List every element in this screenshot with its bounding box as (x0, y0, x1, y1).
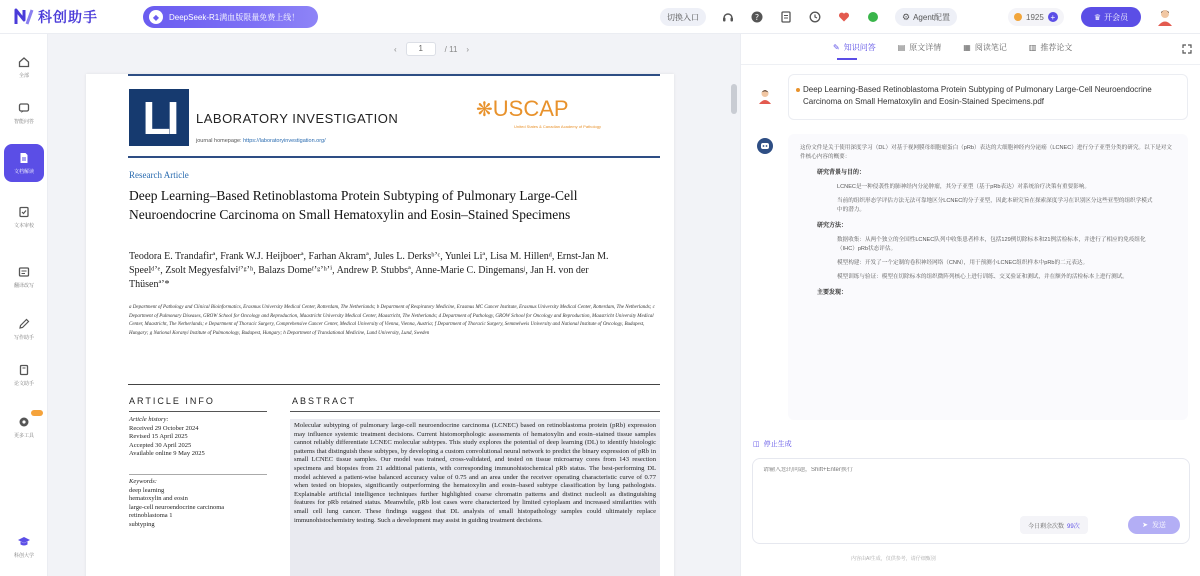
keyword-item: subtyping (129, 520, 155, 528)
top-toolbar (660, 8, 957, 26)
journal-logo: LI (129, 89, 189, 146)
history-accepted: Accepted 30 April 2025 (129, 441, 192, 449)
journal-homepage (196, 138, 326, 144)
top-bar (0, 0, 1200, 34)
agent-config-button[interactable] (895, 8, 957, 26)
stop-icon: ◫ (753, 441, 760, 448)
svg-text:?: ? (754, 13, 760, 22)
publisher-subtitle: United States & Canadian Academy of Pathology (514, 124, 601, 129)
file-name: Deep Learning-Based Retinoblastoma Protein Subtyping of Pulmonary Large-Cell Neuroendocrine Carcinoma on Small Hematoxylin and Eosin-Stained Specimens.pdf (803, 85, 1152, 106)
book-icon: ▤ (897, 43, 906, 52)
answer-section-heading: 研究方法： (817, 223, 848, 229)
app-logo[interactable] (14, 7, 98, 27)
assistant-avatar (757, 138, 773, 154)
switch-entry-label: 切换入口 (667, 12, 699, 22)
document-icon (18, 152, 30, 164)
stop-generation-button[interactable] (753, 439, 792, 449)
answer-intro: 这份文件是关于使用深度学习（DL）对基于视网膜母细胞瘤蛋白（pRb）表达的大细胞神经内分泌癌（LCNEC）进行分子亚型分类的研究。以下是对文件核心内容的概要： (800, 145, 1172, 160)
answer-point: LCNEC是一种侵袭性的肺神经内分泌肿瘤，其分子亚型（基于pRb表达）对系统治疗决策有重要影响。 (837, 184, 1090, 190)
answer-section-heading: 研究背景与目的： (817, 170, 866, 176)
pdf-viewer (48, 34, 740, 576)
keywords (129, 478, 267, 529)
sidebar-item-qa[interactable] (4, 94, 44, 132)
favorite-icon[interactable] (837, 10, 851, 24)
article-authors: Teodora E. Trandafirª, Frank W.J. Heijboerª, Farhan Akramª, Jules L. Derksᵇʼᶜ, Yunlei Liª, Lisa M. Hillenᵈ, Ernst-Jan M. Speelᵈʼᵉ, Zsolt Megyesfalviᶠʼᵍʼʰ, Balazs Domeᶠʼᵍʼʰʼⁱ, Andrew P. Stubbsª, Anne-Marie C. Dingemansʲ, Jan H. von der Thüsenªʼ* (129, 251, 609, 290)
banner-text: DeepSeek-R1满血版限量免费上线！ (169, 12, 300, 22)
send-icon: ➤ (1142, 522, 1148, 529)
header-rule (128, 74, 660, 76)
graduation-cap-icon (17, 536, 31, 548)
answer-point: 模型构建：开发了一个定制的卷积神经网络（CNN），用于预测小LCNEC组织样本中pRb的二元表达。 (837, 260, 1089, 266)
assistant-panel (740, 34, 1200, 576)
page-number-input[interactable]: 1 (406, 42, 436, 56)
sidebar-item-writing[interactable] (4, 310, 44, 348)
pdf-page (86, 74, 674, 576)
tab-label: 知识问答 (843, 43, 876, 52)
sidebar-item-label: 文档解读 (13, 168, 34, 175)
info-rule (129, 411, 267, 412)
uscap-emblem-icon: ❋ (476, 99, 493, 121)
member-button-label: 开会员 (1104, 12, 1129, 22)
keywords-label: Keywords: (129, 478, 157, 485)
history-online: Available online 9 May 2025 (129, 450, 205, 457)
ai-disclaimer: 内容由AI生成，仅供参考，请仔细甄别 (851, 556, 936, 562)
stop-generation-label: 停止生成 (763, 441, 792, 448)
deepseek-icon: ◆ (149, 10, 163, 24)
sidebar-item-more-tools[interactable] (4, 408, 44, 446)
add-points-icon[interactable]: + (1048, 12, 1058, 22)
page-total: / 11 (444, 44, 458, 54)
article-affiliations: a Department of Pathology and Clinical Bioinformatics, Erasmus University Medical Center, Rotterdam, The Netherlands; b Department of Respiratory Medicine, Erasmus MC Cancer Institute, Erasmus University Medical Center, Rotterdam, The Netherlands; c Department of Pulmonary Diseases, GROW School for Oncology and Reproduction, Maastricht University Medical Center, Maastricht, The Netherlands; d Department of Pathology, GROW School for Oncology and Reproduction, Maastricht University Medical Center, Maastricht, The Netherlands; e Department of Thoracic Surgery, Comprehensive Cancer Center, Medical University of Vienna, Vienna, Austria; f Department of Thoracic Surgery, Semmelweis University and National Institute of Oncology, Budapest, Hungary; g National Koranyi Institute of Pulmonology, Budapest, Hungary; h Department of Translational Medicine, Lund University, Lund, Sweden (129, 305, 655, 336)
headset-icon[interactable] (721, 10, 735, 24)
tab-knowledge-qa[interactable] (833, 42, 876, 53)
keyword-item: large-cell neuroendocrine carcinoma (129, 503, 225, 511)
article-history (129, 416, 267, 459)
user-avatar[interactable] (1156, 8, 1174, 26)
sidebar-item-label: 写作助手 (13, 334, 34, 341)
switch-entry-button[interactable] (660, 8, 706, 26)
collapse-panel-icon[interactable] (1182, 43, 1192, 57)
logo-icon (14, 8, 34, 26)
proofread-icon (18, 206, 30, 218)
sidebar-item-label: 文本审校 (13, 222, 34, 229)
gear-icon: ⚙ (902, 11, 911, 22)
keyword-item: hematoxylin and eosin (129, 495, 188, 502)
promo-banner[interactable] (143, 6, 318, 28)
chat-icon (18, 102, 30, 114)
file-icon (796, 88, 800, 92)
keyword-item: deep learning (129, 486, 165, 494)
assistant-answer (788, 134, 1188, 420)
article-title: Deep Learning–Based Retinoblastoma Protein Subtyping of Pulmonary Large-Cell Neuroendocrine Carcinoma on Small Hematoxylin and Eosin–Stained Specimens (129, 188, 578, 222)
sidebar-item-label: 全部 (18, 72, 29, 79)
history-revised: Revised 15 April 2025 (129, 433, 188, 440)
keywords-rule (129, 474, 267, 475)
user-message-avatar (757, 88, 773, 104)
sidebar-item-label: 科创大学 (13, 552, 34, 559)
tab-recommended-papers[interactable] (1029, 42, 1073, 53)
sidebar-item-label: 翻译改写 (13, 282, 34, 289)
prev-page-icon[interactable]: ‹ (394, 44, 397, 54)
answer-point: 模型训练与验证：模型在切除标本的组织微阵列核心上进行训练、交叉验证和测试，并在额外的活检标本上进行测试。 (837, 274, 1128, 280)
sidebar-item-label: 更多工具 (13, 432, 34, 439)
pen-icon (18, 318, 30, 330)
qa-icon: ✎ (833, 43, 840, 52)
active-tab-indicator (837, 58, 857, 60)
tab-label: 阅读笔记 (974, 43, 1007, 52)
answer-point: 当前的组织形态学评估方法无法可靠地区分LCNEC的分子亚型，因此本研究旨在探索深度学习在识别区分这些亚型的组织学模式中的潜力。 (837, 198, 1153, 213)
question-composer (752, 458, 1190, 544)
coin-icon (1014, 13, 1022, 21)
left-sidebar (0, 34, 48, 576)
member-button[interactable] (1081, 7, 1141, 27)
section-rule (128, 384, 660, 385)
sidebar-item-label: 智能问答 (13, 118, 34, 125)
send-button[interactable] (1128, 516, 1180, 534)
answer-point: 数据收集：从两个独立的全国性LCNEC队列中收集患者样本，包括129例切除标本和21例活检标本，并进行了相应的免疫组化（IHC）pRb状态评估。 (837, 237, 1146, 252)
sidebar-item-paper[interactable] (4, 356, 44, 394)
abstract-heading: ABSTRACT (292, 396, 357, 406)
journal-name: LABORATORY INVESTIGATION (196, 111, 399, 126)
tab-reading-notes[interactable] (963, 42, 1007, 53)
journal-homepage-label: journal homepage: (196, 138, 242, 144)
crown-icon: ♛ (1093, 12, 1102, 22)
next-page-icon[interactable]: › (466, 44, 470, 54)
journal-homepage-link[interactable]: https://laboratoryinvestigation.org/ (243, 138, 326, 144)
answer-section-heading: 主要发现： (817, 290, 848, 296)
sidebar-item-label: 论文助手 (13, 380, 34, 387)
abstract-text[interactable]: Molecular subtyping of pulmonary large-cell neuroendocrine carcinoma (LCNEC) based on retinoblastoma protein (pRb) expression may influence systemic treatment decisions. Current histomorphologic assessments of hematoxylin and eosin–stained tissue samples cannot reliably differentiate LCNEC molecular subtypes. This study explores the potential of deep learning (DL) to identify histologic patterns that distinguish these subtypes, by developing a custom convolutional neural network to predict the binary expression of pRb in small LCNEC tissue samples. Our model was trained, cross-validated, and tested on tissue microarray cores from 143 resection specimens and biopsies from 21 additional patients, with corresponding immunohistochemical pRb status. The best-performing DL model achieved a patient-wise balanced accuracy value of 0.75 and an area under the receiver operating characteristic curve of 0.77 when tested on biopsies, significantly outperforming the hematoxylin and eosin–based subtype classification by lung pathologists. Explainable artificial intelligence techniques further highlighted coarse chromatin patterns and distinct nucleoli as distinguishing features for pRb retained status. Meanwhile, pRb lost cases were characterized by limited cytoplasm and increased similarities with small cell lung cancer. These findings suggest that DL analysis of small histopathology samples could ultimately replace immunohistochemistry testing. Such a development may assist in guiding treatment decisions. (290, 419, 660, 576)
sidebar-item-document-reading[interactable] (4, 144, 44, 182)
tab-source-details[interactable] (898, 42, 942, 53)
daily-quota (1020, 516, 1088, 534)
new-badge (31, 410, 43, 416)
abstract-rule (290, 411, 660, 412)
help-icon[interactable] (750, 10, 764, 24)
note-icon: ▦ (963, 43, 971, 52)
history-received: Received 29 October 2024 (129, 424, 199, 432)
sidebar-item-all[interactable] (4, 48, 44, 86)
agent-config-label: Agent配置 (913, 12, 950, 22)
tabs-divider (741, 64, 1200, 65)
question-input[interactable] (763, 467, 1163, 473)
panel-tabs (833, 42, 1072, 53)
home-icon (18, 56, 30, 68)
points-balance[interactable] (1008, 8, 1064, 26)
document-icon[interactable] (779, 10, 793, 24)
points-value: 1925 (1026, 12, 1044, 22)
masthead-rule (128, 156, 660, 158)
history-icon[interactable] (808, 10, 822, 24)
sidebar-item-university[interactable] (4, 528, 44, 566)
translate-icon (18, 266, 30, 278)
book-icon (18, 364, 30, 376)
publisher-logo-text: USCAP (492, 96, 569, 121)
keyword-item: retinoblastoma 1 (129, 512, 173, 519)
pdf-scrollbar[interactable] (731, 84, 737, 114)
history-label: Article history: (129, 416, 169, 423)
uploaded-file-card[interactable] (788, 74, 1188, 120)
sidebar-item-proofreading[interactable] (4, 198, 44, 236)
publisher-logo (476, 96, 569, 122)
status-icon[interactable] (866, 10, 880, 24)
article-type: Research Article (129, 170, 189, 180)
quota-label: 今日剩余次数 (1028, 523, 1065, 530)
send-label: 发送 (1151, 522, 1166, 529)
quota-value: 99次 (1067, 523, 1080, 530)
tab-label: 原文详情 (909, 43, 942, 52)
tab-label: 推荐论文 (1040, 43, 1073, 52)
app-name: 科创助手 (38, 10, 98, 26)
page-navigator (394, 42, 469, 56)
sidebar-item-translate[interactable] (4, 258, 44, 296)
tools-icon (18, 416, 30, 428)
article-info-heading: ARTICLE INFO (129, 396, 215, 406)
paper-icon: ▥ (1028, 43, 1037, 52)
